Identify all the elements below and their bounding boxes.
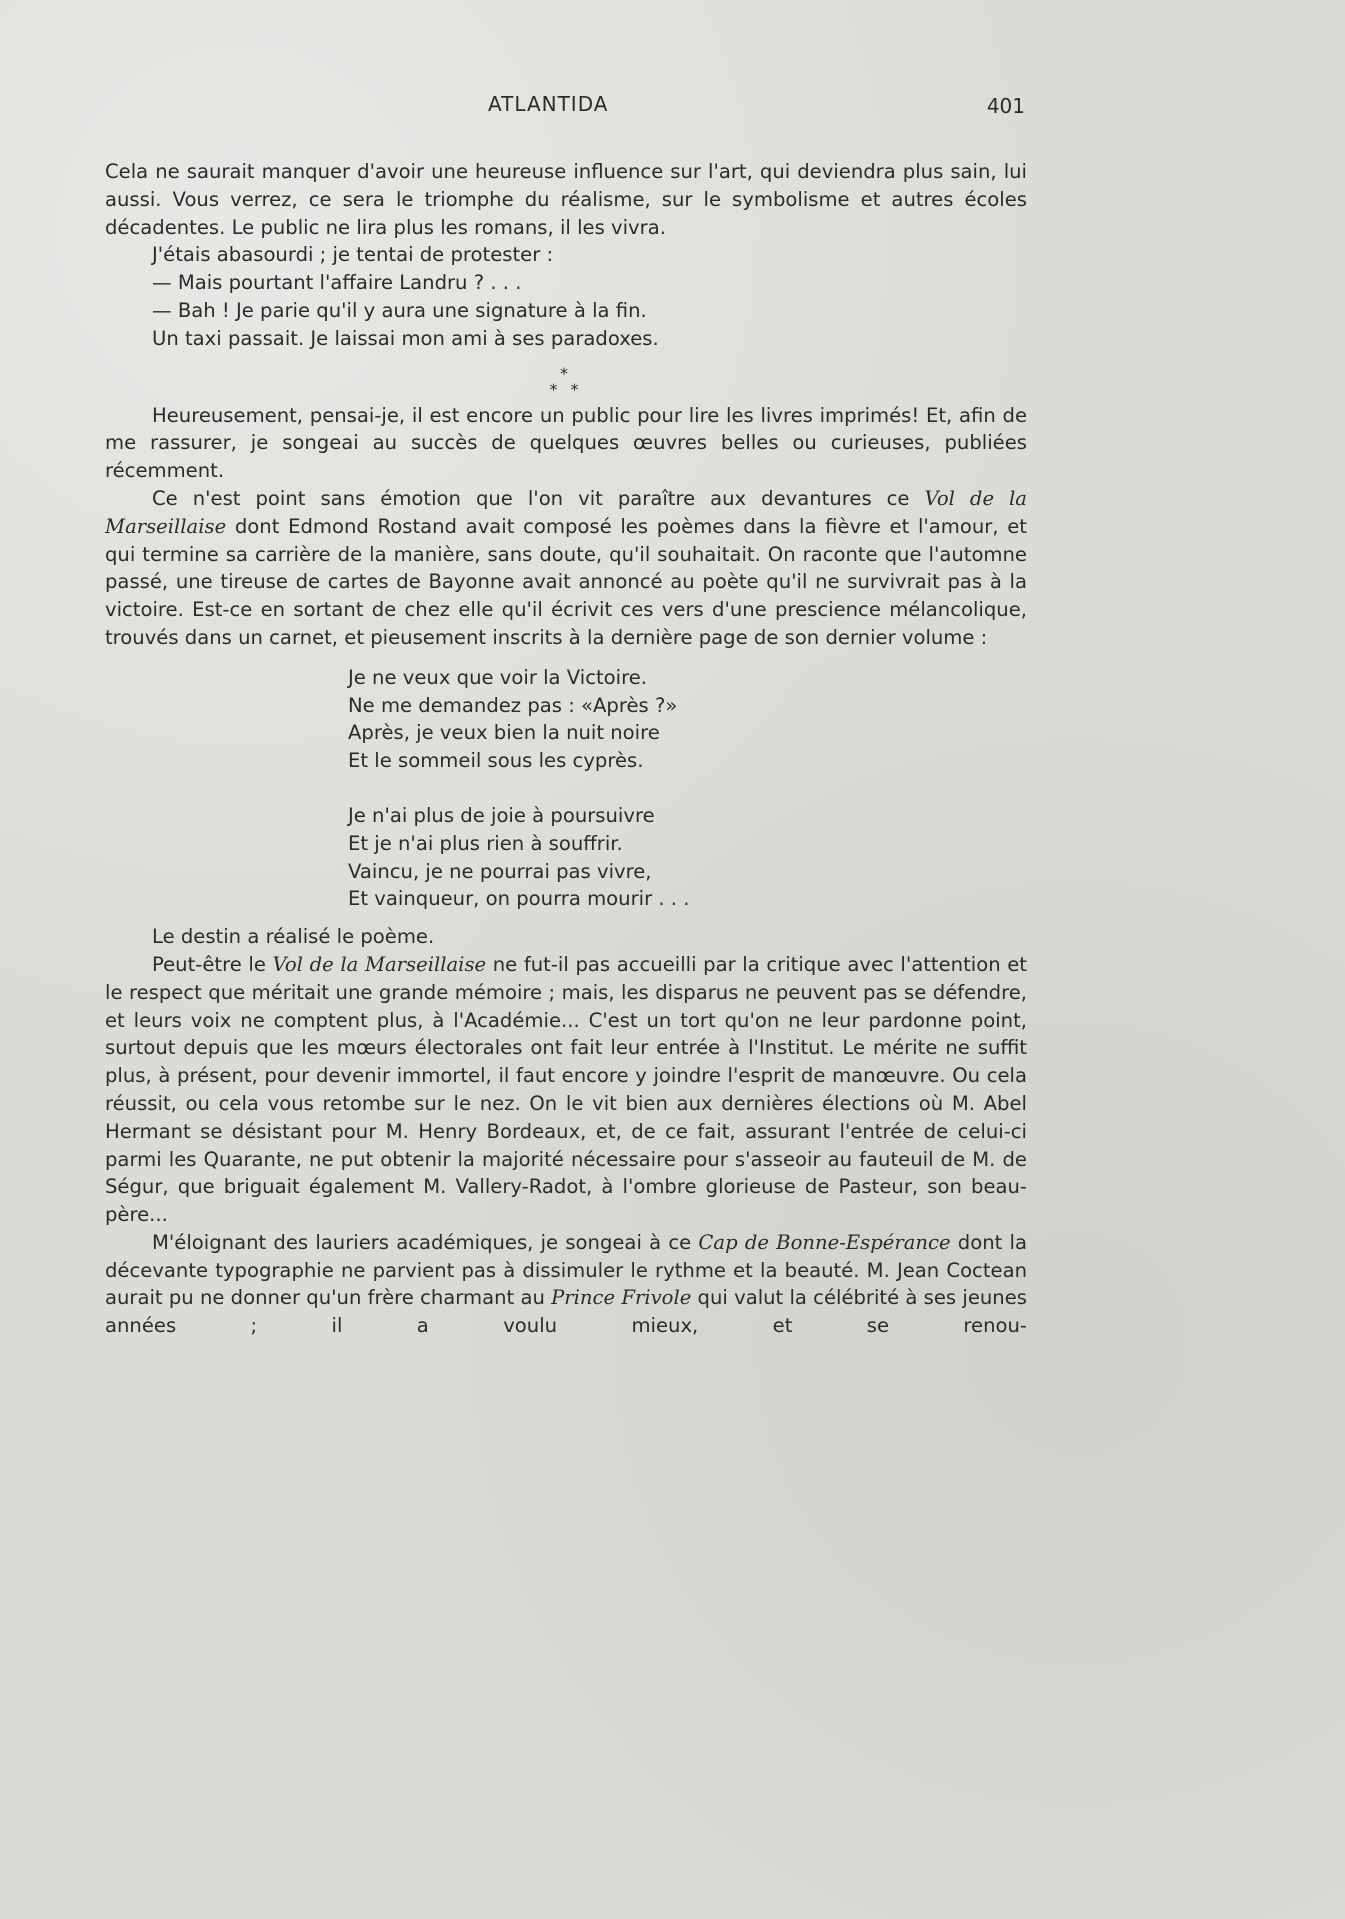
paragraph-8-text-a: M'éloignant des lauriers académiques, je songeai à ce: [152, 1230, 699, 1254]
poem-verse: Je n'ai plus de joie à poursuivre: [348, 803, 655, 827]
poem-verse: Après, je veux bien la nuit noire: [348, 721, 660, 745]
paragraph-5-text-b: dont Edmond Rostand avait composé les poèmes dans la fièvre et l'amour, et qui termine sa carrière de la manière, sans doute, qu'il souhaitait. On raconte que l'automne passé, une tireuse de cartes de Bayonne avait annoncé au poète qu'il ne survivrait pas à la victoire. Est-ce en sortant de chez elle qu'il écrivit ces vers d'une prescience mélancolique, trouvés dans un carnet, et pieusement inscrits à la dernière page de son dernier volume :: [105, 514, 1027, 649]
dialog-line-2: — Bah ! Je parie qu'il y aura une signature à la fin.: [152, 298, 647, 322]
paragraph-1: Cela ne saurait manquer d'avoir une heureuse influence sur l'art, qui deviendra plus sain, lui aussi. Vous verrez, ce sera le triomphe du réalisme, sur le symbolisme et autres écoles décadentes. Le public ne lira plus les romans, il les vivra.: [105, 160, 1027, 239]
running-title: ATLANTIDA: [488, 92, 609, 116]
poem-verse: Et le sommeil sous les cyprès.: [348, 749, 644, 773]
asterism-top: *: [560, 363, 572, 383]
paragraph-3: Un taxi passait. Je laissai mon ami à ses paradoxes.: [152, 326, 659, 350]
poem-verse: Vaincu, je ne pourrai pas vivre,: [348, 859, 652, 883]
asterism-bottom: * *: [549, 379, 583, 399]
stanza-gap: [348, 775, 1027, 802]
paragraph-7: [105, 951, 1027, 1229]
paragraph-7-text-a: Peut-être le: [152, 952, 273, 976]
poem-verse: Et je n'ai plus rien à souffrir.: [348, 831, 623, 855]
paragraph-5-text-a: Ce n'est point sans émotion que l'on vit paraître aux devantures ce: [152, 486, 925, 510]
paragraph-2: J'étais abasourdi ; je tentai de protester :: [152, 243, 554, 267]
section-asterism: [105, 363, 1027, 399]
paragraph-8-text-b: dont la décevante typographie ne parvient pas à dissimuler le rythme et la beauté. M. Jean Coctean aurait pu ne donner qu'un frère charmant au: [105, 1230, 1027, 1310]
paragraph-8: [105, 1229, 1027, 1340]
paragraph-6: Le destin a réalisé le poème.: [152, 925, 435, 949]
paragraph-7-text-b: ne fut-il pas accueilli par la critique avec l'attention et le respect que méritait une grande mémoire ; mais, les disparus ne peuvent pas se défendre, et leurs voix ne comptent plus, à l'Académie... C'est un tort qu'on ne leur pardonne point, surtout depuis que les mœurs électorales ont fait leur entrée à l'Institut. Le mérite ne suffit plus, à présent, pour devenir immortel, il faut encore y joindre l'esprit de manœuvre. Ou cela réussit, ou cela vous retombe sur le nez. On le vit bien aux dernières élections où M. Abel Hermant se désistant pour M. Henry Bordeaux, et, de ce fait, assurant l'entrée de celui-ci parmi les Quarante, ne put obtenir la majorité nécessaire pour s'asseoir au fauteuil de M. de Ségur, que briguait également M. Vallery-Radot, à l'ombre glorieuse de Pasteur, son beau-père...: [105, 952, 1027, 1227]
paragraph-8-text-c: qui valut la célébrité à ses jeunes années ; il a voulu mieux, et se renou-: [105, 1286, 1027, 1338]
page-header: [105, 92, 1025, 122]
body-text: [105, 158, 1027, 1340]
paragraph-5: [105, 485, 1027, 652]
page-number: 401: [986, 94, 1025, 118]
poem-verse: Et vainqueur, on pourra mourir . . .: [348, 887, 690, 911]
poem: [348, 664, 1027, 913]
poem-verse: Je ne veux que voir la Victoire.: [348, 665, 647, 689]
paragraph-4: Heureusement, pensai-je, il est encore un public pour lire les livres imprimés! Et, afin de me rassurer, je songeai au succès de quelques œuvres belles ou curieuses, publiées récemment.: [105, 403, 1027, 483]
book-title-vol-de-la-marseillaise: Vol de la Marseillaise: [272, 952, 487, 976]
book-title-cap-de-bonne-esperance: Cap de Bonne-Espérance: [698, 1230, 951, 1254]
dialog-line-1: — Mais pourtant l'affaire Landru ? . . .: [152, 271, 522, 295]
book-title-prince-frivole: Prince Frivole: [551, 1286, 692, 1310]
book-title-vol-de-la-marseillaise: Vol de la Marseillaise: [105, 486, 1027, 538]
poem-verse: Ne me demandez pas : «Après ?»: [348, 693, 678, 717]
